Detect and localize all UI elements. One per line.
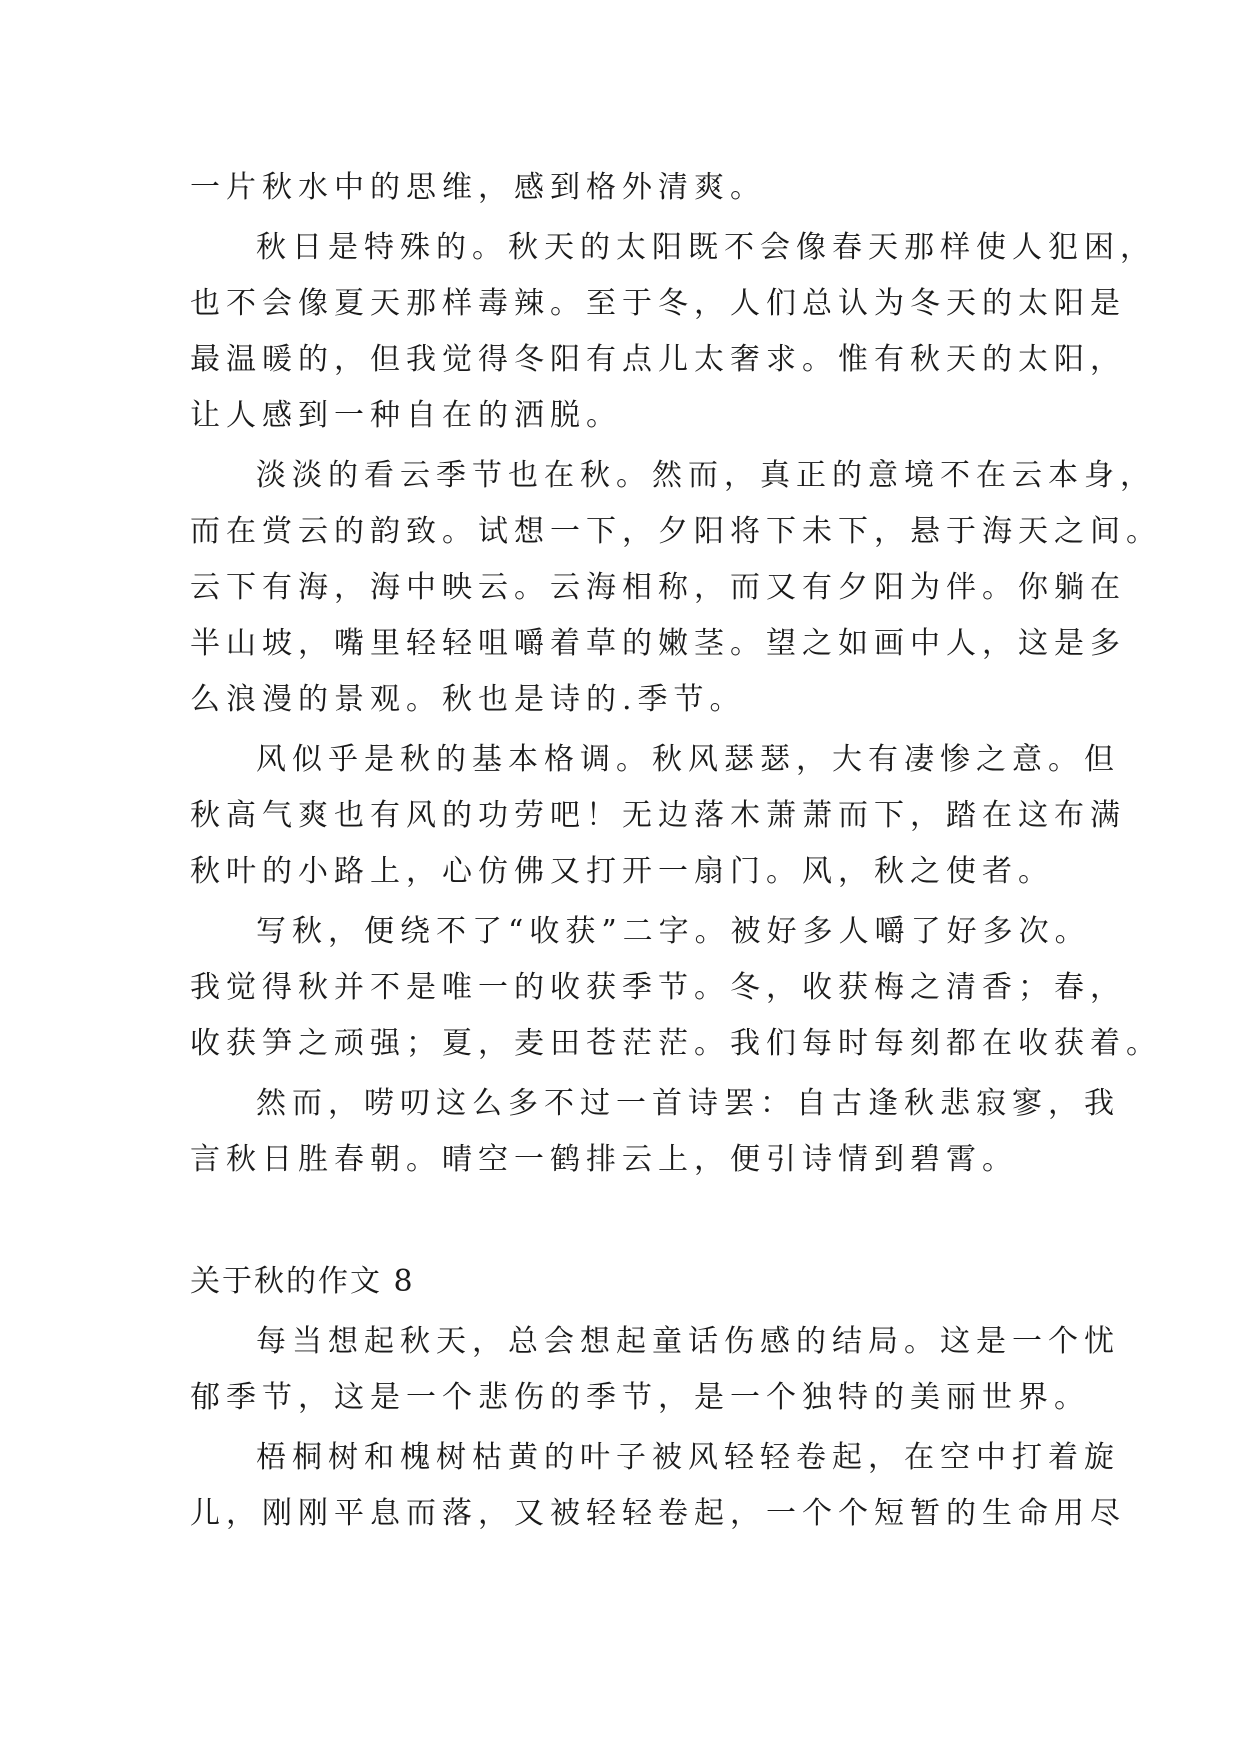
text-line: 写秋，便绕不了“收获”二字。被好多人嚼了好多次。	[256, 914, 1091, 949]
text-line: 我觉得秋并不是唯一的收获季节。冬，收获梅之清香；春，	[190, 970, 1126, 1005]
text-line: 郁季节，这是一个悲伤的季节，是一个独特的美丽世界。	[190, 1380, 1090, 1415]
text-line: 收获笋之顽强；夏，麦田苍茫茫。我们每时每刻都在收获着。	[190, 1026, 1162, 1061]
text-line: 而在赏云的韵致。试想一下，夕阳将下未下，悬于海天之间。	[190, 514, 1162, 549]
text-line: 风似乎是秋的基本格调。秋风瑟瑟，大有凄惨之意。但	[256, 742, 1120, 777]
text-line: 秋高气爽也有风的功劳吧！无边落木萧萧而下，踏在这布满	[190, 798, 1126, 833]
text-line: 让人感到一种自在的洒脱。	[190, 398, 622, 433]
text-line: 一片秋水中的思维，感到格外清爽。	[190, 170, 766, 205]
text-line: 梧桐树和槐树枯黄的叶子被风轻轻卷起，在空中打着旋	[256, 1440, 1120, 1475]
text-line: 云下有海，海中映云。云海相称，而又有夕阳为伴。你躺在	[190, 570, 1126, 605]
text-line: 半山坡，嘴里轻轻咀嚼着草的嫩茎。望之如画中人，这是多	[190, 626, 1126, 661]
text-line: 秋日是特殊的。秋天的太阳既不会像春天那样使人犯困，	[256, 230, 1156, 265]
text-line: 每当想起秋天，总会想起童话伤感的结局。这是一个忧	[256, 1324, 1120, 1359]
text-line: 么浪漫的景观。秋也是诗的.季节。	[190, 682, 746, 717]
text-line: 言秋日胜春朝。晴空一鹤排云上，便引诗情到碧霄。	[190, 1142, 1018, 1177]
text-line: 也不会像夏天那样毒辣。至于冬，人们总认为冬天的太阳是	[190, 286, 1126, 321]
text-line: 然而，唠叨这么多不过一首诗罢：自古逢秋悲寂寥，我	[256, 1086, 1120, 1121]
text-line: 最温暖的，但我觉得冬阳有点儿太奢求。惟有秋天的太阳，	[190, 342, 1126, 377]
text-line: 儿，刚刚平息而落，又被轻轻卷起，一个个短暂的生命用尽	[190, 1496, 1126, 1531]
text-line: 秋叶的小路上，心仿佛又打开一扇门。风，秋之使者。	[190, 854, 1054, 889]
text-line: 淡淡的看云季节也在秋。然而，真正的意境不在云本身，	[256, 458, 1156, 493]
section-heading: 关于秋的作文 8	[190, 1264, 415, 1299]
